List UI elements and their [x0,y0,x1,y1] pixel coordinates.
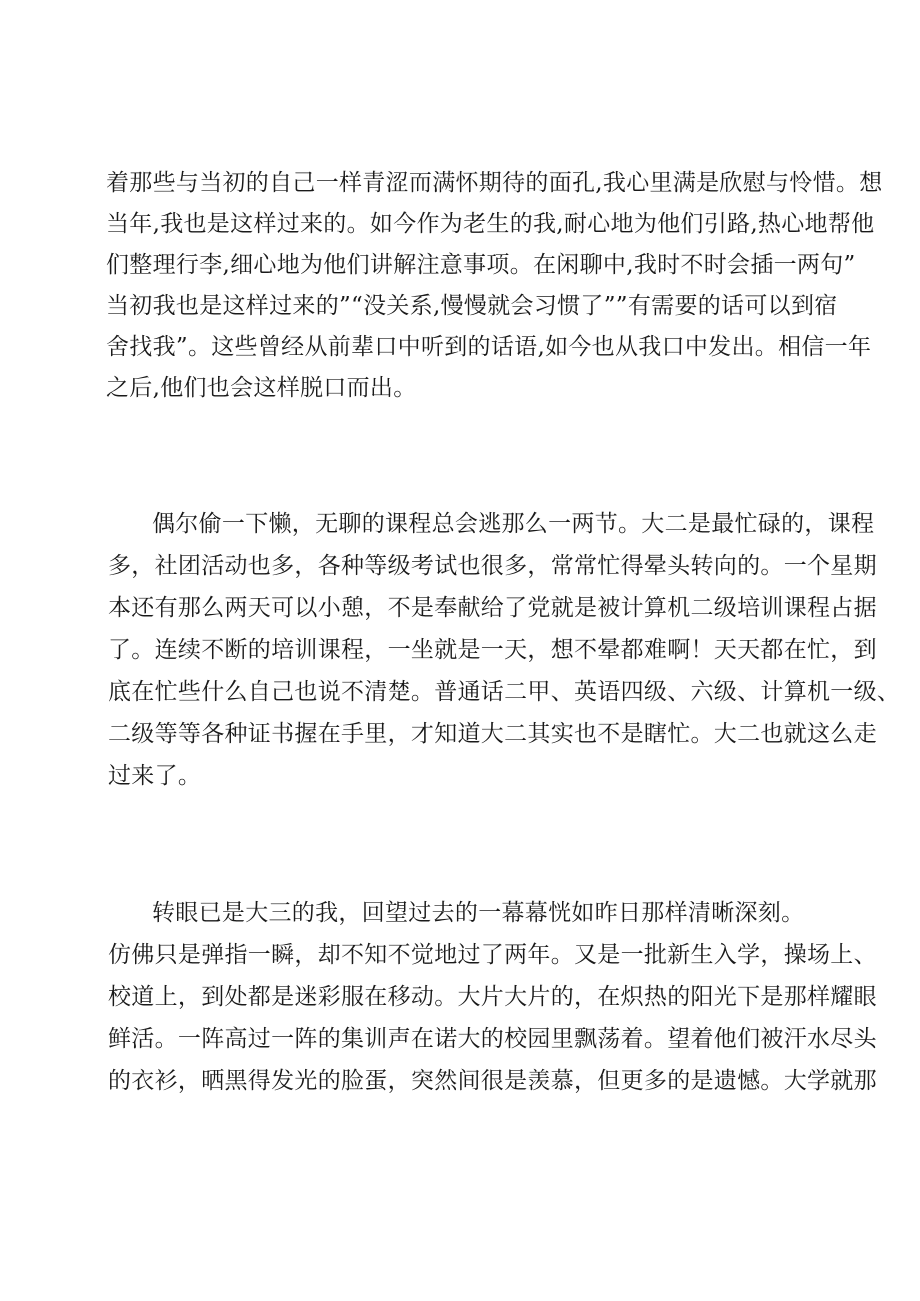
paragraph-line: 本还有那么两天可以小憩，不是奉献给了党就是被计算机二级培训课程占据 [108,595,877,621]
paragraph-line: 当初我也是这样过来的”“没关系,慢慢就会习惯了””有需要的话可以到宿 [106,293,838,319]
paragraph-line: 多，社团活动也多，各种等级考试也很多，常常忙得晕头转向的。一个星期 [108,553,877,579]
paragraph-line: 们整理行李,细心地为他们讲解注意事项。在闲聊中,我时不时会插一两句” [106,252,856,278]
paragraph-line: 了。连续不断的培训课程，一坐就是一天，想不晕都难啊！天天都在忙，到 [108,637,877,663]
paragraph-line: 底在忙些什么自己也说不清楚。普通话二甲、英语四级、六级、计算机一级、 [108,679,901,705]
paragraph-line: 着那些与当初的自己一样青涩而满怀期待的面孔,我心里满是欣慰与怜惜。想 [106,170,883,196]
paragraph-line: 二级等等各种证书握在手里，才知道大二其实也不是瞎忙。大二也就这么走 [108,721,877,747]
paragraph-line: 之后,他们也会这样脱口而出。 [106,375,417,401]
paragraph-line: 鲜活。一阵高过一阵的集训声在诺大的校园里飘荡着。望着他们被汗水尽头 [108,1026,877,1052]
paragraph-line: 过来了。 [108,763,202,789]
paragraph-line: 当年,我也是这样过来的。如今作为老生的我,耐心地为他们引路,热心地帮他 [106,211,875,237]
paragraph-line: 偶尔偷一下懒，无聊的课程总会逃那么一两节。大二是最忙碌的，课程 [152,511,875,537]
paragraph-line: 转眼已是大三的我，回望过去的一幕幕恍如昨日那样清晰深刻。 [152,900,805,926]
paragraph-line: 舍找我”。这些曾经从前辈口中听到的话语,如今也从我口中发出。相信一年 [106,334,872,360]
paragraph-line: 仿佛只是弹指一瞬，却不知不觉地过了两年。又是一批新生入学，操场上、 [108,942,877,968]
paragraph-line: 的衣衫，晒黑得发光的脸蛋，突然间很是羡慕，但更多的是遗憾。大学就那 [108,1068,877,1094]
paragraph-line: 校道上，到处都是迷彩服在移动。大片大片的，在炽热的阳光下是那样耀眼 [108,984,877,1010]
